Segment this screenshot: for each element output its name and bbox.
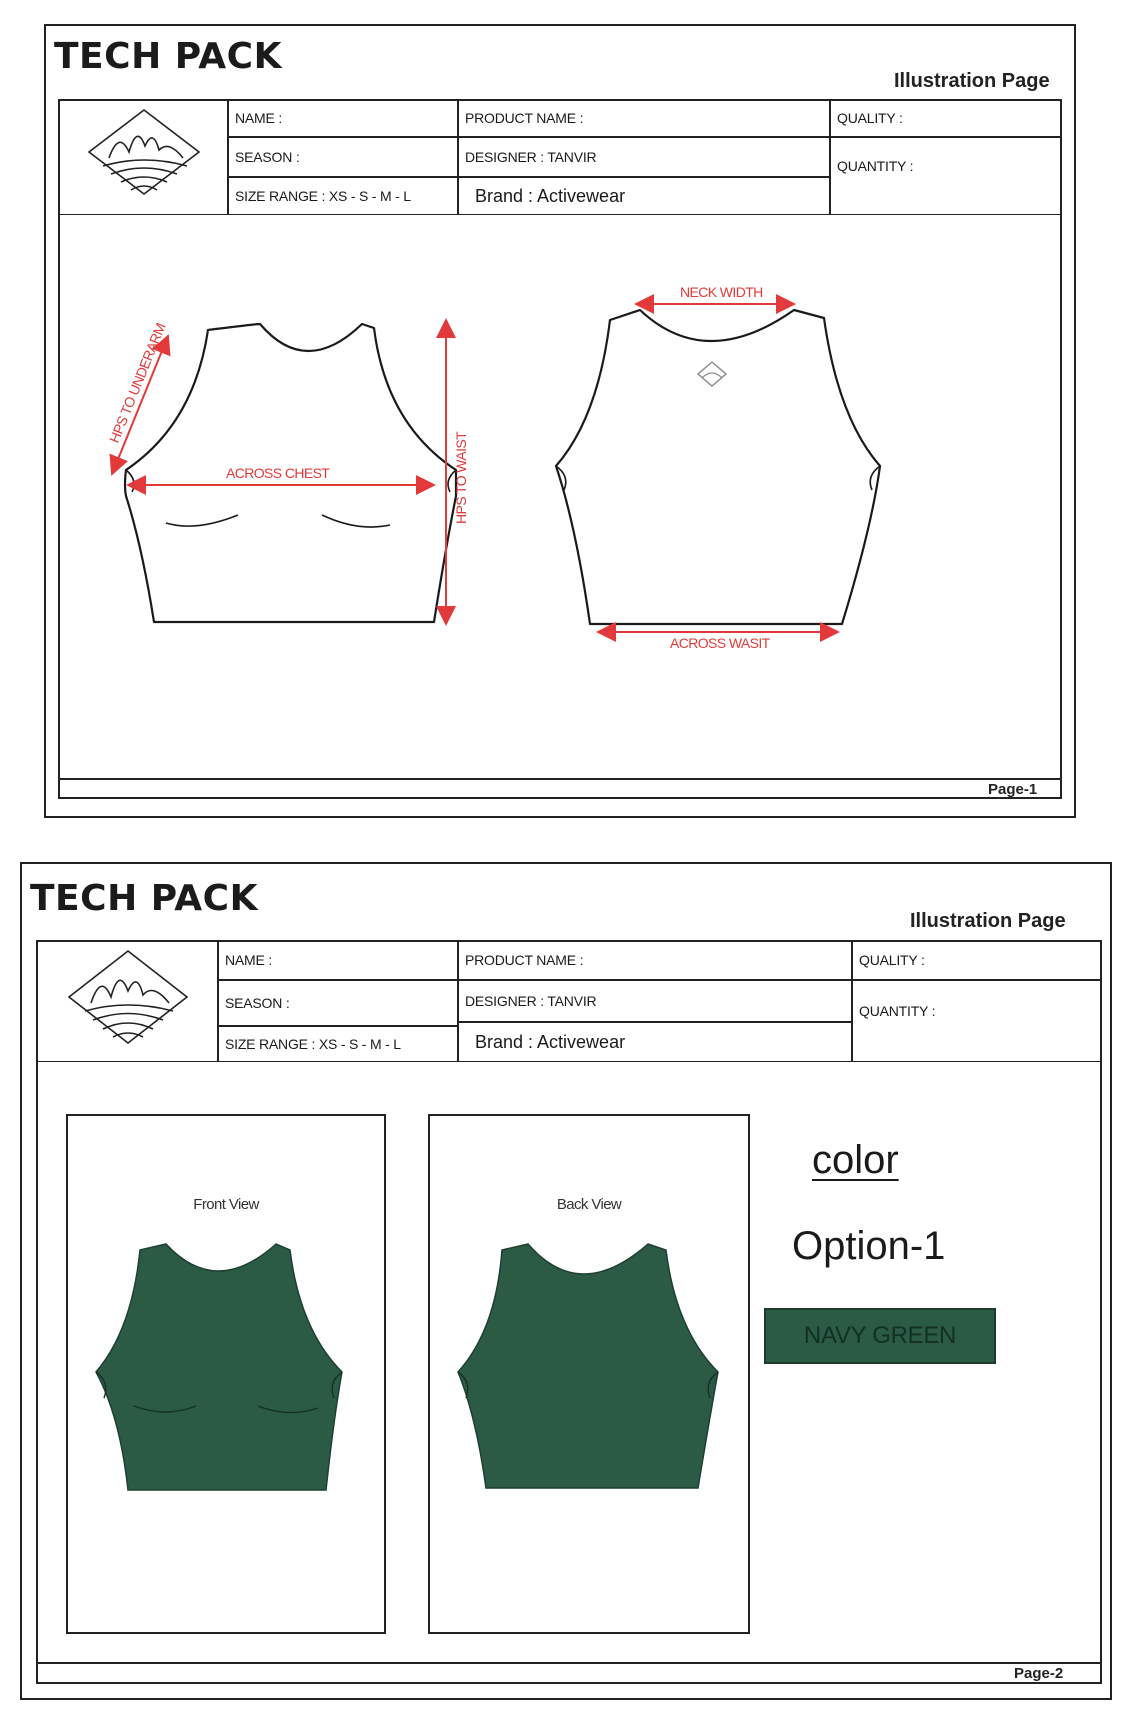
across-waist-label: ACROSS WASIT (670, 635, 770, 651)
quality-field (852, 940, 1102, 980)
product-name-label: PRODUCT NAME : (465, 952, 584, 968)
brand-label: Brand : Activewear (475, 185, 626, 206)
brand-label: Brand : Activewear (475, 1031, 626, 1052)
designer-label: DESIGNER : TANVIR (465, 993, 597, 1009)
name-label: NAME : (235, 110, 283, 126)
front-view-label: Front View (193, 1196, 259, 1213)
page-title: TECH PACK (30, 878, 258, 919)
option-label: Option-1 (792, 1224, 946, 1268)
designer-field (458, 980, 852, 1022)
quantity-label: QUANTITY : (837, 158, 914, 174)
back-view-panel (428, 1114, 750, 1634)
color-swatch-navy-green (764, 1308, 996, 1364)
size-range-label: SIZE RANGE : XS - S - M - L (235, 188, 411, 204)
logo-cell (36, 940, 218, 1062)
wave-mountain-logo-icon (37, 941, 219, 1063)
flat-sketch-area (46, 26, 1078, 820)
quality-label: QUALITY : (837, 110, 903, 126)
across-chest-label: ACROSS CHEST (226, 465, 330, 481)
tech-pack-page-2 (20, 862, 1112, 1700)
back-view-label: Back View (556, 1196, 622, 1213)
color-heading: color (812, 1138, 899, 1182)
swatch-label: NAVY GREEN (803, 1322, 957, 1349)
front-view-panel (66, 1114, 386, 1634)
page-footer (36, 1662, 1102, 1684)
back-garment-render (430, 1116, 748, 1632)
season-label: SEASON : (235, 149, 300, 165)
name-field (218, 940, 458, 980)
brand-field (458, 1022, 852, 1062)
size-range-field (218, 1026, 458, 1062)
back-sketch (556, 310, 880, 624)
quality-label: QUALITY : (859, 952, 925, 968)
quantity-field (852, 980, 1102, 1062)
size-range-label: SIZE RANGE : XS - S - M - L (225, 1036, 401, 1052)
season-field (218, 980, 458, 1026)
front-garment-render (68, 1116, 384, 1632)
illustration-page-label: Illustration Page (894, 70, 1050, 92)
season-label: SEASON : (225, 995, 290, 1011)
quantity-label: QUANTITY : (859, 1003, 936, 1019)
page-title: TECH PACK (54, 36, 282, 77)
page-number: Page-2 (1014, 1665, 1064, 1682)
neck-width-label: NECK WIDTH (680, 284, 763, 300)
hps-to-underarm-label: HPS TO UNDERARM (105, 321, 169, 446)
page-number: Page-1 (988, 781, 1038, 798)
illustration-page-label: Illustration Page (910, 910, 1066, 932)
tech-pack-page-1 (44, 24, 1076, 818)
hps-to-waist-label: HPS TO WAIST (453, 431, 469, 524)
product-name-field (458, 940, 852, 980)
designer-label: DESIGNER : TANVIR (465, 149, 597, 165)
product-name-label: PRODUCT NAME : (465, 110, 584, 126)
page-footer (58, 778, 1062, 799)
name-label: NAME : (225, 952, 273, 968)
